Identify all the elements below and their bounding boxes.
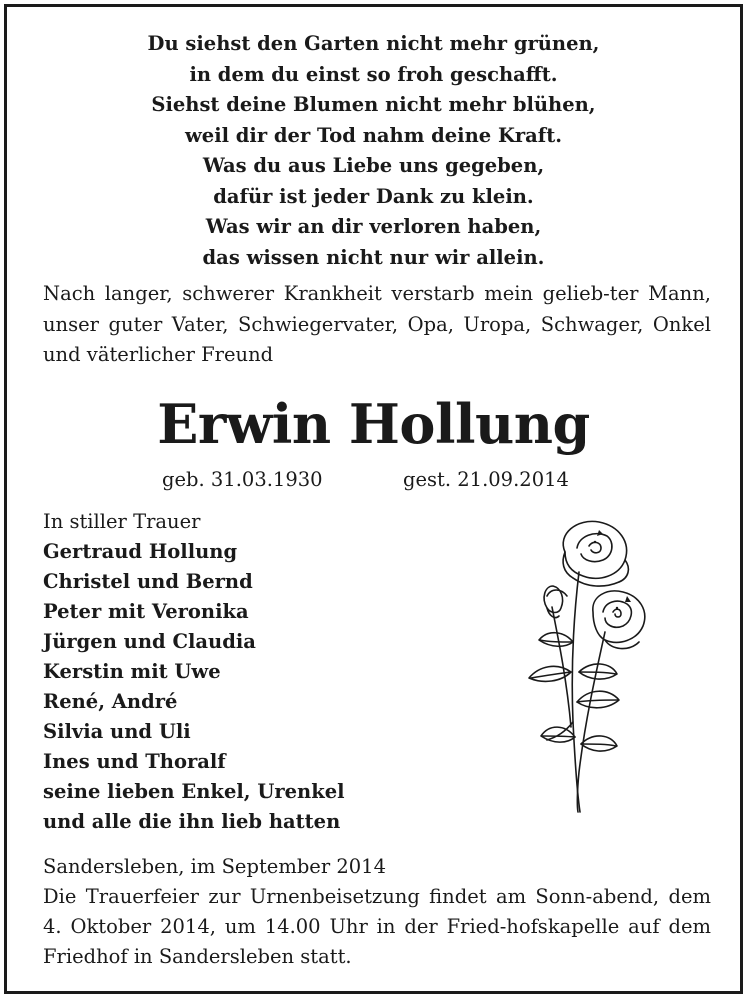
poem-line: Was wir an dir verloren haben, — [205, 215, 542, 238]
deceased-name: Erwin Hollung — [157, 392, 590, 456]
roses-illustration-icon — [507, 512, 657, 817]
mourning-lead: In stiller Trauer — [43, 510, 201, 533]
poem-line: Siehst deine Blumen nicht mehr blühen, — [151, 93, 596, 116]
poem — [7, 29, 740, 273]
mourner-name: Peter mit Veronika — [43, 600, 249, 623]
mourner-name: Silvia und Uli — [43, 720, 191, 743]
mourner-name: und alle die ihn lieb hatten — [43, 810, 341, 833]
obituary-notice — [4, 4, 743, 994]
poem-line: Was du aus Liebe uns gegeben, — [202, 154, 545, 177]
mourner-name: seine lieben Enkel, Urenkel — [43, 780, 345, 803]
poem-line: in dem du einst so froh geschafft. — [189, 62, 558, 86]
mourner-name: Christel und Bernd — [43, 570, 253, 593]
mourner-name: René, André — [43, 690, 178, 713]
mourners-list — [43, 537, 345, 837]
poem-line: das wissen nicht nur wir allein. — [202, 245, 545, 269]
poem-line: Du siehst den Garten nicht mehr grünen, — [147, 32, 600, 55]
birth-date: geb. 31.03.1930 — [162, 468, 323, 491]
funeral-info: Die Trauerfeier zur Urnenbeisetzung findet am Sonn-abend, dem 4. Oktober 2014, um 14.00 Uhr in der Fried-hofskapelle auf dem Friedhof in Sandersleben statt. — [43, 885, 711, 968]
poem-line: dafür ist jeder Dank zu klein. — [213, 184, 534, 208]
announcement-text: Nach langer, schwerer Krankheit verstarb mein gelieb-ter Mann, unser guter Vater, Schwiegervater, Opa, Uropa, Schwager, Onkel und väterlicher Freund — [43, 282, 711, 366]
mourner-name: Gertraud Hollung — [43, 540, 238, 563]
mourner-name: Jürgen und Claudia — [43, 630, 256, 653]
poem-line: weil dir der Tod nahm deine Kraft. — [185, 123, 562, 147]
place-and-date: Sandersleben, im September 2014 — [43, 855, 386, 878]
death-date: gest. 21.09.2014 — [403, 468, 569, 491]
mourner-name: Kerstin mit Uwe — [43, 660, 221, 683]
mourner-name: Ines und Thoralf — [43, 750, 226, 773]
